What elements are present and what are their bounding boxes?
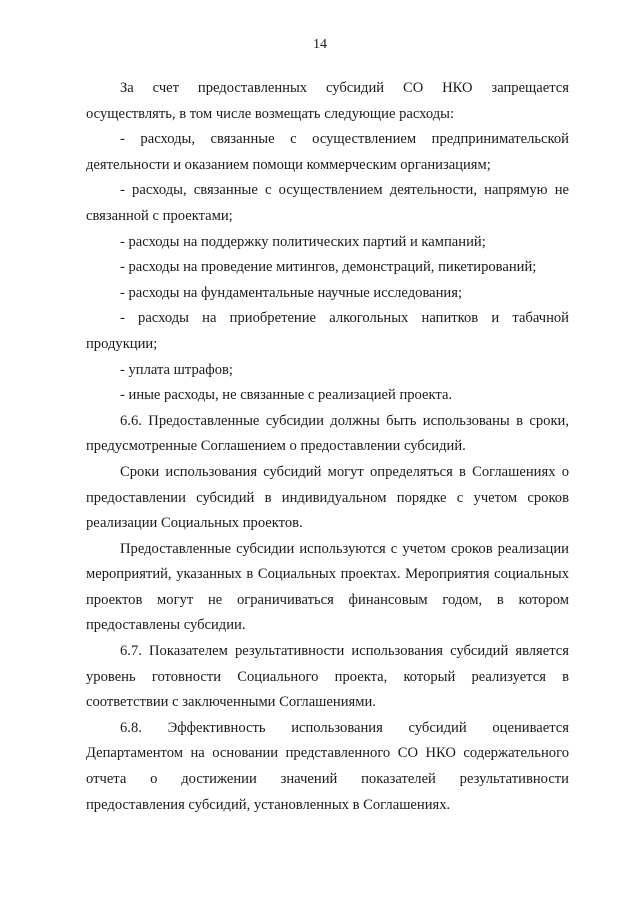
list-item-political-expenses: - расходы на поддержку политических партий и кампаний; — [120, 233, 486, 250]
list-item-fines: - уплата штрафов; — [120, 361, 233, 378]
list-item-other-expenses: - иные расходы, не связанные с реализацией проекта. — [120, 387, 453, 404]
paragraph-6-6: 6.6. Предоставленные субсидии должны быть использованы в сроки, предусмотренные Соглашением о предоставлении субсидий. — [86, 412, 569, 455]
list-item-research-expenses: - расходы на фундаментальные научные исследования; — [120, 284, 463, 301]
document-body — [86, 76, 569, 818]
paragraph-6-8: 6.8. Эффективность использования субсидий оценивается Департаментом на основании представленного СО НКО содержательного отчета о достижении значений показателей результативности предоставления субсидий, установленных в Соглашениях. — [86, 719, 569, 813]
list-item-rally-expenses: - расходы на проведение митингов, демонстраций, пикетирований; — [120, 259, 537, 276]
paragraph-usage-terms: Сроки использования субсидий могут определяться в Соглашениях о предоставлении субсидий в индивидуальном порядке с учетом сроков реализации Социальных проектов. — [86, 463, 569, 532]
paragraph-6-7: 6.7. Показателем результативности использования субсидий является уровень готовности Социального проекта, который реализуется в соответствии с заключенными Соглашениями. — [86, 643, 569, 711]
page-number: 14 — [313, 37, 327, 52]
list-item-unrelated-activity-expenses: - расходы, связанные с осуществлением деятельности, напрямую не связанной с проектами; — [86, 182, 569, 224]
paragraph-subsidies-usage: Предоставленные субсидии используются с учетом сроков реализации мероприятий, указанных в Социальных проектах. Мероприятия социальных проектов могут не ограничиваться финансовым годом, в котором предоставлены субсидии. — [86, 540, 569, 634]
paragraph-prohibited-expenses-intro: За счет предоставленных субсидий СО НКО запрещается осуществлять, в том числе возмещать следующие расходы: — [86, 80, 569, 122]
list-item-alcohol-tobacco-expenses: - расходы на приобретение алкогольных напитков и табачной продукции; — [86, 310, 569, 352]
list-item-entrepreneurial-expenses: - расходы, связанные с осуществлением предпринимательской деятельности и оказанием помощи коммерческим организациям; — [86, 131, 569, 173]
